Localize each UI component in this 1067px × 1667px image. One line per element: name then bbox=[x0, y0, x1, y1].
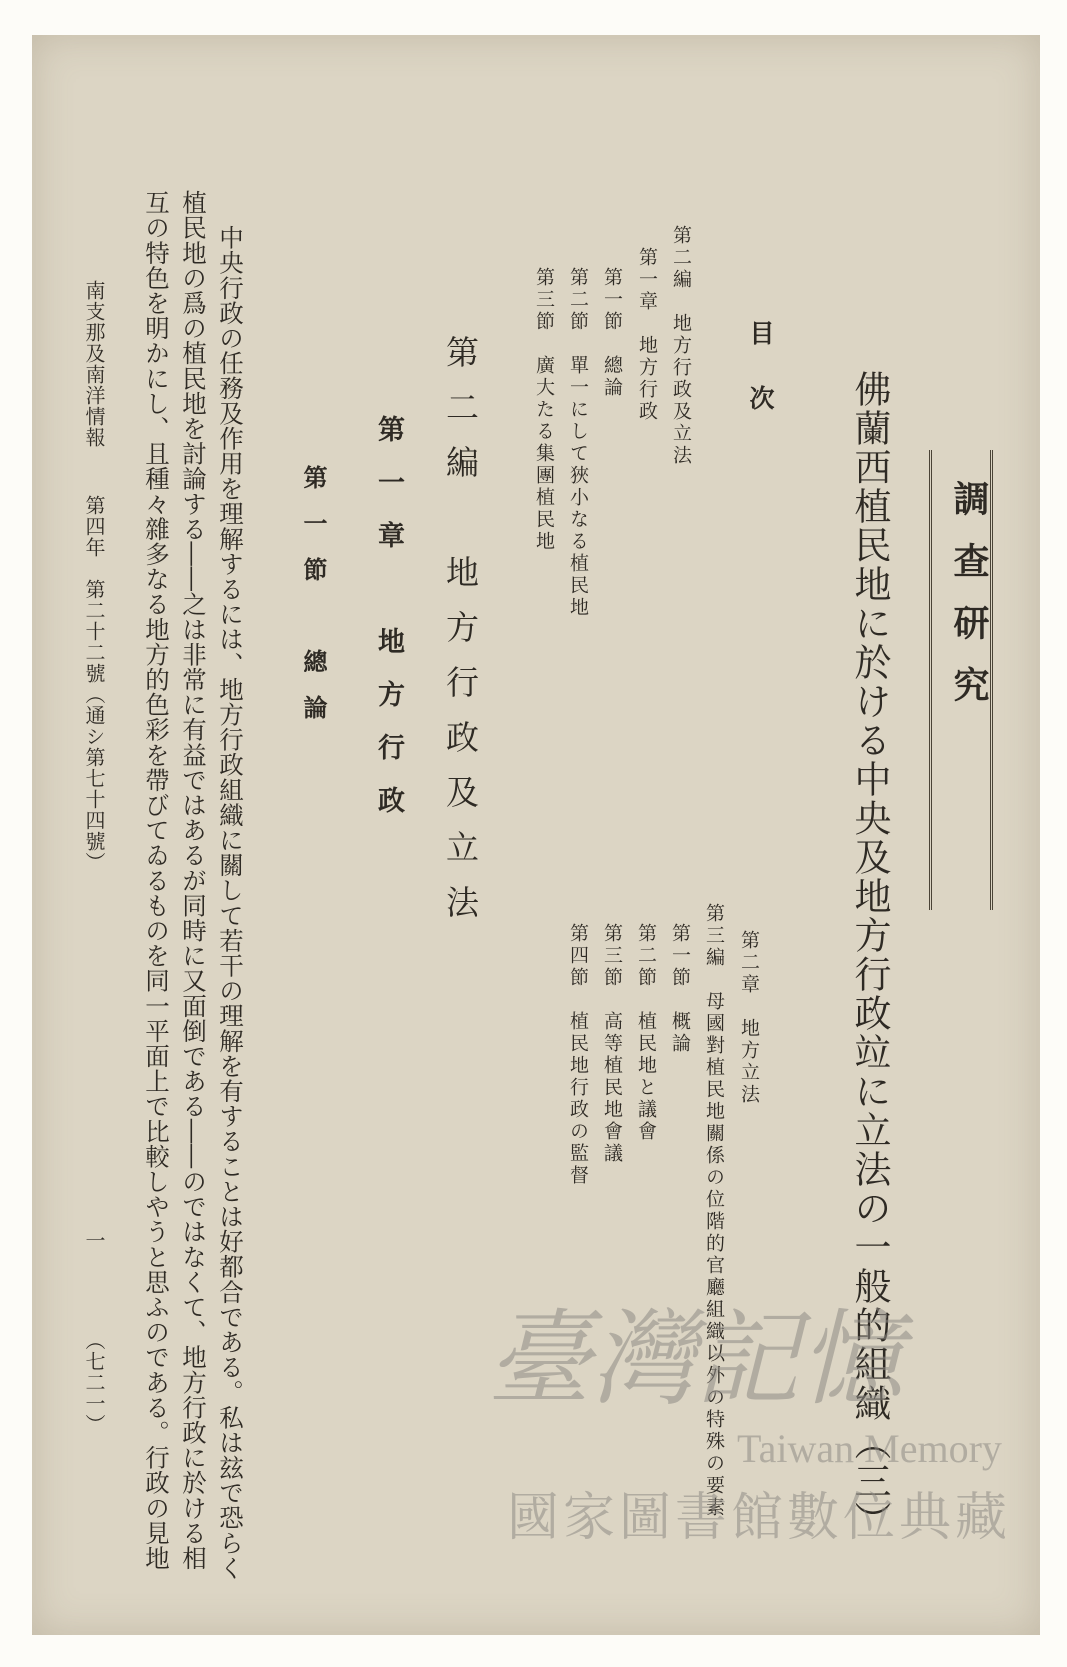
footer-issue: 第四年 第二十二號（通シ第七十四號） bbox=[82, 495, 106, 873]
toc-item: 第一節 總論 bbox=[601, 267, 623, 399]
toc-item: 第三編 母國對植民地關係の位階的官廳組織以外の特殊の要素 bbox=[703, 903, 725, 1519]
part-heading: 第二編 地方行政及立法 bbox=[441, 335, 480, 940]
toc-item: 第一章 地方行政 bbox=[636, 247, 658, 423]
toc-item: 第三節 高等植民地會議 bbox=[601, 923, 623, 1165]
toc-item: 第二節 植民地と議會 bbox=[635, 923, 657, 1143]
footer-page-local: 一 bbox=[82, 1230, 106, 1251]
chapter-heading: 第一章 地方行政 bbox=[373, 415, 404, 839]
toc-heading: 目次 bbox=[746, 320, 775, 450]
toc-item: 第二章 地方立法 bbox=[738, 930, 760, 1106]
subsection-heading: 第一節 總論 bbox=[299, 465, 328, 741]
body-text-line: 互の特色を明かにし、且種々雜多なる地方的色彩を帶びてゐるものを同一平面上で比較しやうと思ふのである。行政の見地 bbox=[142, 190, 171, 1571]
watermark-chinese: 臺灣記憶 bbox=[487, 1298, 904, 1420]
toc-item: 第二編 地方行政及立法 bbox=[670, 225, 692, 467]
toc-item: 第四節 植民地行政の監督 bbox=[567, 923, 589, 1187]
footer-journal-name: 南支那及南洋情報 bbox=[82, 280, 106, 448]
footer-page-total: （七二一） bbox=[82, 1330, 106, 1435]
article-title: 佛蘭西植民地に於ける中央及地方行政竝に立法の一般的組織（三） bbox=[848, 370, 891, 1540]
watermark-english: Taiwan Memory bbox=[737, 1426, 1002, 1471]
body-text-line: 中央行政の任務及作用を理解するには、地方行政組織に關して若干の理解を有することは好都合である。私は玆で恐らく bbox=[216, 225, 245, 1581]
toc-item: 第三節 廣大たる集團植民地 bbox=[533, 267, 555, 553]
section-header-box bbox=[929, 450, 993, 910]
section-header-label: 調查研究 bbox=[948, 480, 990, 728]
toc-item: 第一節 概論 bbox=[669, 923, 691, 1055]
watermark bbox=[487, 1275, 1027, 1555]
toc-item: 第二節 單一にして狹小なる植民地 bbox=[567, 267, 589, 619]
body-text-line: 植民地の爲の植民地を討論する――之は非常に有益ではあるが同時に又面倒である――のではなくて、地方行政に於ける相 bbox=[179, 190, 208, 1571]
watermark-subtitle: 國家圖書館數位典藏 bbox=[507, 1489, 1012, 1547]
scanned-page bbox=[32, 35, 1040, 1635]
